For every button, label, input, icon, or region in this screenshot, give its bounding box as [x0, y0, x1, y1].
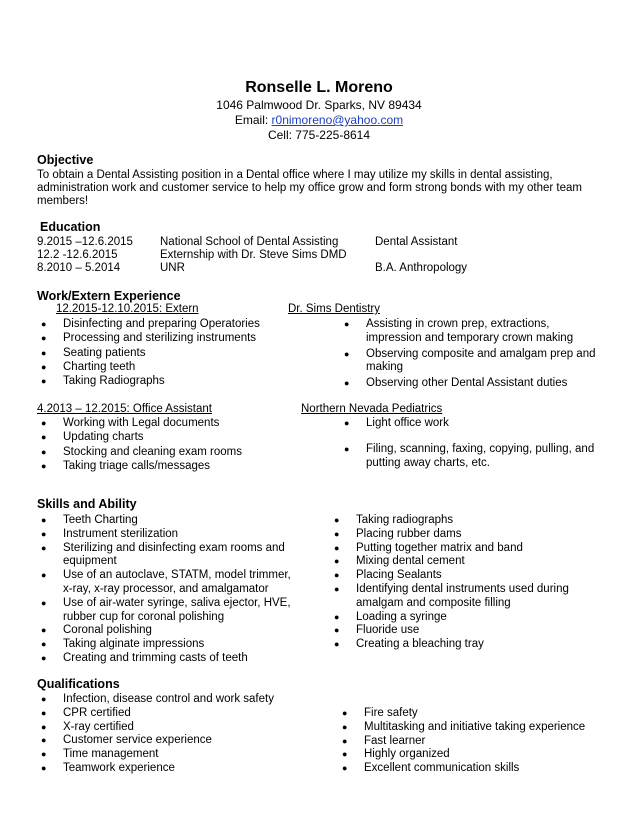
job-employer: Northern Nevada Pediatrics: [301, 403, 443, 415]
list-item: ● Light office work: [344, 417, 449, 429]
list-item: ● Fluoride use: [334, 624, 420, 637]
job-title-extern: [56, 303, 380, 315]
list-item: ● Instrument sterilization: [41, 527, 179, 540]
education-credential: B.A. Anthropology: [375, 262, 468, 274]
objective-line-2: administration work and customer service to help my office grow and form strong bonds with my other team: [37, 182, 582, 194]
bullet-icon: ●: [344, 418, 350, 428]
objective-heading: Objective: [37, 153, 94, 167]
list-item: ● Sterilizing and disinfecting exam rooms and equipment: [41, 541, 285, 568]
bullet-icon: ●: [41, 762, 47, 773]
education-dates: 9.2015 –12.6.2015: [37, 236, 133, 248]
bullet-icon: ●: [41, 735, 47, 746]
education-school: UNR: [160, 262, 185, 274]
bullet-icon: ●: [41, 361, 47, 372]
bullet-icon: ●: [41, 707, 47, 718]
extern-duties-right: [340, 318, 602, 391]
qualifications-heading: Qualifications: [37, 677, 120, 691]
list-item: ● Mixing dental cement: [334, 555, 465, 568]
bullet-icon: ●: [344, 443, 350, 454]
office-duties-left: [37, 417, 327, 474]
list-item: ● Putting together matrix and band: [334, 541, 523, 554]
list-item: ● Fire safety: [342, 707, 418, 719]
bullet-icon: ●: [334, 639, 340, 650]
education-heading: Education: [40, 220, 101, 234]
email-label: Email:: [234, 113, 272, 127]
bullet-icon: ●: [334, 583, 340, 594]
bullet-icon: ●: [344, 378, 350, 389]
list-item: ● Stocking and cleaning exam rooms: [41, 445, 242, 458]
list-item: ● X-ray certified: [41, 720, 134, 733]
list-item: ● Charting teeth: [41, 360, 136, 373]
skills-left: [37, 514, 303, 666]
education-dates: 12.2 -12.6.2015: [37, 249, 118, 261]
address-line: 1046 Palmwood Dr. Sparks, NV 89434: [216, 98, 422, 112]
list-item: ● Use of air-water syringe, saliva ejector, HVE, rubber cup for coronal polishing: [41, 596, 291, 623]
list-item: ● Placing rubber dams: [334, 527, 462, 540]
bullet-icon: ●: [41, 319, 47, 329]
job-employer: Dr. Sims Dentistry: [288, 303, 381, 315]
bullet-icon: ●: [41, 597, 47, 608]
list-item: ● CPR certified: [41, 706, 131, 719]
cell-line: Cell: 775-225-8614: [267, 128, 371, 142]
bullet-icon: ●: [41, 749, 47, 760]
skills-heading: Skills and Ability: [37, 497, 137, 511]
list-item: ● Taking radiographs: [334, 514, 454, 526]
extern-duties-left: [37, 318, 327, 389]
qualifications-right: [338, 707, 602, 776]
experience-heading: Work/Extern Experience: [37, 289, 181, 303]
list-item: ● Customer service experience: [41, 734, 212, 747]
office-duties-right: [340, 417, 602, 470]
list-item: ● Working with Legal documents: [41, 417, 220, 429]
list-item: ● Filing, scanning, faxing, copying, pulling, and putting away charts, etc.: [344, 442, 595, 469]
list-item: ● Fast learner: [342, 734, 426, 747]
list-item: ● Use of an autoclave, STATM, model trimmer, x-ray, x-ray processor, and amalgamator: [41, 569, 291, 595]
list-item: ● Infection, disease control and work safety: [41, 693, 274, 705]
list-item: ● Coronal polishing: [41, 624, 152, 637]
list-item: ● Observing other Dental Assistant duties: [344, 377, 568, 390]
list-item: ● Observing composite and amalgam prep and making: [344, 347, 596, 374]
list-item: ● Teeth Charting: [41, 514, 138, 526]
bullet-icon: ●: [41, 528, 47, 539]
list-item: ● Highly organized: [342, 748, 450, 761]
list-item: ● Disinfecting and preparing Operatories: [41, 318, 260, 330]
bullet-icon: ●: [41, 418, 47, 428]
bullet-icon: ●: [41, 542, 47, 553]
list-item: ● Seating patients: [41, 346, 146, 359]
email-line: [0, 113, 638, 127]
list-item: ● Taking alginate impressions: [41, 638, 205, 651]
bullet-icon: ●: [334, 528, 340, 539]
bullet-icon: ●: [344, 319, 350, 329]
bullet-icon: ●: [41, 347, 47, 358]
education-school: Externship with Dr. Steve Sims DMD: [160, 249, 347, 261]
bullet-icon: ●: [41, 625, 47, 636]
list-item: ● Placing Sealants: [334, 569, 442, 582]
bullet-icon: ●: [41, 721, 47, 732]
bullet-icon: ●: [342, 721, 348, 732]
email-link[interactable]: r0nimoreno@yahoo.com: [271, 113, 404, 127]
bullet-icon: ●: [41, 432, 47, 443]
list-item: ● Taking Radiographs: [41, 375, 165, 388]
bullet-icon: ●: [334, 625, 340, 636]
resume-name: Ronselle L. Moreno: [245, 79, 393, 96]
education-dates: 8.2010 – 5.2014: [37, 262, 121, 274]
bullet-icon: ●: [41, 570, 47, 581]
bullet-icon: ●: [41, 515, 47, 525]
list-item: ● Processing and sterilizing instruments: [41, 332, 257, 345]
bullet-icon: ●: [342, 763, 348, 774]
bullet-icon: ●: [342, 735, 348, 746]
education-school: National School of Dental Assisting: [160, 236, 339, 248]
list-item: ● Creating a bleaching tray: [334, 638, 484, 651]
bullet-icon: ●: [41, 446, 47, 457]
bullet-icon: ●: [342, 749, 348, 760]
list-item: ● Time management: [41, 748, 159, 761]
bullet-icon: ●: [334, 515, 340, 525]
bullet-icon: ●: [41, 639, 47, 650]
education-credential: Dental Assistant: [375, 236, 458, 248]
objective-line-3: members!: [37, 195, 89, 207]
list-item: ● Creating and trimming casts of teeth: [41, 651, 248, 664]
bullet-icon: ●: [334, 542, 340, 553]
bullet-icon: ●: [344, 348, 350, 359]
skills-right: [330, 514, 602, 652]
list-item: ● Assisting in crown prep, extractions, impression and temporary crown making: [344, 318, 574, 344]
bullet-icon: ●: [41, 333, 47, 344]
job-title-office: [37, 403, 442, 415]
bullet-icon: ●: [334, 611, 340, 622]
job-dates-title: 4.2013 – 12.2015: Office Assistant: [37, 403, 212, 415]
list-item: ● Identifying dental instruments used during amalgam and composite filling: [334, 582, 569, 609]
bullet-icon: ●: [334, 570, 340, 581]
bullet-icon: ●: [41, 652, 47, 663]
qualifications-left: [37, 693, 327, 776]
list-item: ● Excellent communication skills: [342, 762, 520, 775]
bullet-icon: ●: [41, 460, 47, 471]
bullet-icon: ●: [342, 708, 348, 718]
job-dates-title: 12.2015-12.10.2015: Extern: [56, 303, 199, 315]
list-item: ● Taking triage calls/messages: [41, 459, 211, 472]
bullet-icon: ●: [41, 694, 47, 704]
bullet-icon: ●: [41, 376, 47, 387]
list-item: ● Multitasking and initiative taking experience: [342, 720, 586, 733]
bullet-icon: ●: [334, 556, 340, 567]
list-item: ● Teamwork experience: [41, 761, 175, 774]
list-item: ● Updating charts: [41, 431, 144, 444]
objective-line-1: To obtain a Dental Assisting position in a Dental office where I may utilize my skills in dental assisting,: [37, 169, 553, 181]
list-item: ● Loading a syringe: [334, 610, 447, 623]
